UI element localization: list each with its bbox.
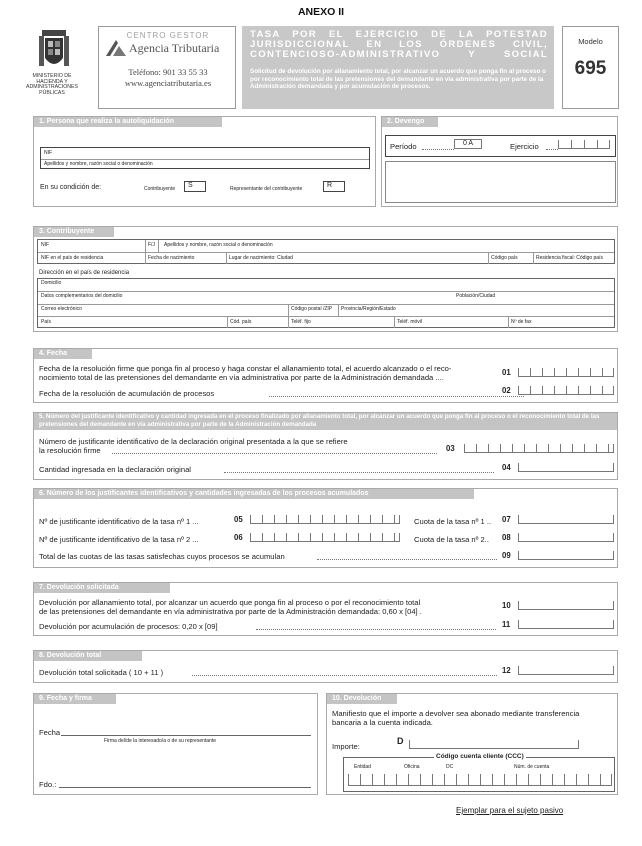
s6-field-07[interactable] [518,515,614,524]
s1-representante-label: Representante del contribuyente [230,186,303,192]
s5-line2: Cantidad ingresada en la declaración original [39,465,191,474]
s6-j1-label: Nº de justificante identificativo de la tasa nº 1 ... [39,517,199,526]
s8-box12-label: 12 [502,666,511,675]
section-2-title: 2. Devengo [382,117,438,127]
s1-nif-label: NIF [44,150,53,156]
s6-box06-label: 06 [234,533,243,542]
s5-line1a: Número de justificante identificativo de la declaración original presentada a la que se refiere [39,437,348,446]
s4-line1b: nocimiento total de las pretensiones del demandante en vía administrativa por parte de la Administración demandada .... [39,373,444,382]
tasa-title: TASA POR EL EJERCICIO DE LA POTESTAD JURISDICCIONAL EN LOS ÓRDENES CIVIL, CONTENCIOSO-ADMINISTRATIVO Y SOCIAL [250,29,548,60]
ministry-name: MINISTERIO DE HACIENDA Y ADMINISTRACIONES PÚBLICAS [26,73,78,96]
s2-empty-box [385,161,616,203]
section-9-title: 9. Fecha y firma [34,694,116,704]
s6-box07-label: 07 [502,515,511,524]
s7-line1b: de las pretensiones del demandante en vía administrativa por parte de la Administración demandada: 0,60 x [04] . [39,607,422,616]
section-5-title: 5. Número del justificante identificativo y cantidad ingresada en el proceso finalizado por allanamiento total, por alcanzar un acuerdo que ponga fin al proceso o el reconocimiento total de las pretensiones del demandante en vía administrativa por parte de la Administración demandada [39,413,600,428]
section-7 [33,582,618,636]
s10-ccc-box [343,753,615,792]
section-4-title: 4. Fecha [34,349,92,359]
s9-firma-label: Firma del/de la interesado/a o de su representante [104,738,217,744]
s10-importe-label: Importe: [332,742,360,751]
s7-box11-label: 11 [502,620,511,629]
s3-row1[interactable] [37,239,615,264]
s4-line2: Fecha de la resolución de acumulación de procesos [39,389,215,398]
s3-poblacion-label: Población/Ciudad [456,293,496,299]
s3-nif-label: NIF [41,242,50,248]
s3-address-box[interactable] [37,278,615,328]
s9-fecha-field[interactable] [61,735,311,736]
s3-correo-label: Correo electrónico [41,306,82,312]
coat-of-arms-icon [36,28,72,72]
s2-devengo-box [385,135,616,157]
s1-contribuyente-check[interactable] [184,181,206,192]
s2-periodo-label: Período [390,142,417,151]
modelo-label: Modelo [578,37,603,46]
s10-num-label: Núm. de cuenta [514,764,550,770]
s10-text2: bancaria a la cuenta indicada. [332,718,433,727]
s3-telf-fijo-label: Teléf. fijo [291,319,311,325]
s10-oficina-label: Oficina [404,764,420,770]
s1-contribuyente-code: S [188,182,193,189]
s10-text1: Manifiesto que el importe a devolver sea abonado mediante transferencia [332,709,580,718]
s10-ccc-label: Código cuenta cliente (CCC) [436,753,524,760]
section-10-title: 10. Devolución [327,694,397,704]
s3-datos-comp-label: Datos complementarios del domicilio [41,293,123,299]
s3-cod-pais2-label: Cód. país [230,319,252,325]
tasa-header [242,26,554,109]
s6-field-06[interactable] [250,533,400,542]
s9-fdo-label: Fdo.: [39,780,57,789]
s1-representante-code: R [327,182,333,189]
section-7-title: 7. Devolución solicitada [34,583,170,593]
s2-periodo-value: 0 A [462,140,474,147]
agencia-logo-icon [105,39,127,57]
section-3-title: 3. Contribuyente [34,227,114,237]
s3-provincia-label: Provincia/Región/Estado [341,306,396,312]
s6-c1-label: Cuota de la tasa nº 1 .. [414,517,492,526]
s3-cp-label: Código postal /ZIP [291,306,333,312]
s1-name-label: Apellidos y nombre, razón social o denominación [44,161,153,167]
s7-box10-label: 10 [502,601,511,610]
s10-entidad-label: Entidad [354,764,371,770]
s1-contribuyente-label: Contribuyente [144,186,176,192]
s7-line1a: Devolución por allanamiento total, por alcanzar un acuerdo que ponga fin al proceso o por el reconocimiento total [39,598,421,607]
s9-fecha-label: Fecha [39,728,61,737]
s3-fecha-nac-label: Fecha de nacimiento [148,255,195,261]
modelo-box [562,26,619,109]
s6-total-label: Total de las cuotas de las tasas satisfechas cuyos procesos se acumulan [39,552,285,561]
s5-field-04[interactable] [518,463,614,472]
s4-line1a: Fecha de la resolución firme que ponga fin al proceso y haga constar el allanamiento total, el acuerdo alcanzado o el reco- [39,364,452,373]
s3-res-fiscal-label: Residencia fiscal: Código país [536,255,603,261]
s1-identity-box[interactable] [40,147,370,169]
s3-fj-label: F/J [148,242,155,248]
s6-box05-label: 05 [234,515,243,524]
s3-name-label: Apellidos y nombre, razón social o denominación [164,242,273,248]
s3-cod-pais-label: Código país [491,255,518,261]
section-1 [33,116,376,207]
section-9 [33,693,318,795]
s3-pais-label: País [41,319,52,325]
s10-ccc-field[interactable] [348,774,612,786]
s6-field-05[interactable] [250,515,400,524]
s3-telf-movil-label: Teléf. móvil [397,319,423,325]
s6-box09-label: 09 [502,551,511,560]
s4-box01-label: 01 [502,368,511,377]
section-1-title: 1. Persona que realiza la autoliquidación [34,117,222,127]
s6-field-09[interactable] [518,551,614,560]
s5-line1b: la resolución firme [39,446,101,455]
s5-box03-label: 03 [446,444,455,453]
section-5 [33,412,618,480]
section-3 [33,226,618,332]
s8-line: Devolución total solicitada ( 10 + 11 ) [39,668,164,677]
s6-box08-label: 08 [502,533,511,542]
s4-field-02[interactable] [518,386,614,395]
s9-fdo-field[interactable] [59,787,311,788]
section-6 [33,488,618,568]
s7-field-11[interactable] [518,620,614,629]
agency-phone: Teléfono: 901 33 55 33 [128,67,208,77]
s1-representante-check[interactable] [323,181,345,192]
s6-field-08[interactable] [518,533,614,542]
section-4 [33,348,618,403]
s7-line2: Devolución por acumulación de procesos: 0,20 x [09] [39,622,218,631]
s5-field-03[interactable] [464,444,614,453]
s4-box02-label: 02 [502,386,511,395]
s3-domicilio-label: Domicilio [41,280,62,286]
section-2 [381,116,618,207]
s3-lugar-nac-label: Lugar de nacimiento: Ciudad [229,255,293,261]
s2-ejercicio-field[interactable] [558,140,610,149]
section-6-title: 6. Número de los justificantes identificativos y cantidades ingresadas de los procesos acumulados [34,489,474,499]
annex-title: ANEXO II [297,6,345,18]
centro-gestor-label: CENTRO GESTOR [126,31,210,40]
s3-fax-label: Nº de fax [511,319,532,325]
s10-d-label: D [397,736,404,746]
s2-periodo-field[interactable] [454,139,482,149]
s5-box04-label: 04 [502,463,511,472]
s3-nif-pais-label: NIF en el país de residencia [41,255,104,261]
s10-dc-label: DC [446,764,454,770]
agency-name: Agencia Tributaria [129,41,220,55]
s6-j2-label: Nº de justificante identificativo de la tasa nº 2 ... [39,535,199,544]
section-10 [326,693,618,795]
s2-ejercicio-label: Ejercicio [510,142,539,151]
modelo-number: 695 [574,58,607,79]
section-8 [33,650,618,683]
s8-field-12[interactable] [518,666,614,675]
s3-direccion-label: Dirección en el país de residencia [39,270,130,276]
tasa-subtitle: Solicitud de devolución por allanamiento total, por alcanzar un acuerdo que ponga fin al proceso o por reconocimiento total de las pretensiones del demandante en vía administrativa por parte de la Administración demandada y por acumulación de procesos. [250,68,546,91]
agency-web: www.agenciatributaria.es [124,78,212,88]
s1-condicion-label: En su condición de: [40,184,102,191]
centro-gestor-box [98,26,236,109]
s6-c2-label: Cuota de la tasa nº 2.. [414,535,489,544]
footer-ejemplar: Ejemplar para el sujeto pasivo [456,806,564,815]
s4-field-01[interactable] [518,368,614,377]
section-8-title: 8. Devolución total [34,651,142,661]
s10-importe-field[interactable] [409,740,579,749]
s7-field-10[interactable] [518,601,614,610]
